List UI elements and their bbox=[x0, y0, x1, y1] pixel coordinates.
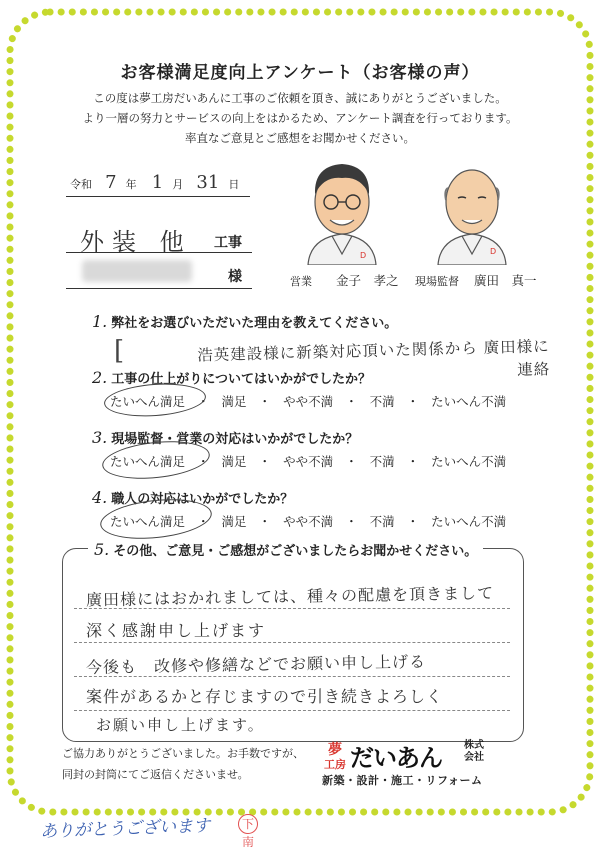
footer-thanks-line-2: 同封の封筒にてご返信くださいませ。 bbox=[62, 768, 249, 781]
q5-answer-line-4: 案件があるかと存じますので引き続きよろしく bbox=[86, 687, 444, 706]
construction-value: 外装 他 bbox=[80, 228, 192, 256]
footer-thanks-line-1: ご協力ありがとうございました。お手数ですが、 bbox=[62, 747, 304, 760]
date-month: 1 bbox=[151, 172, 164, 193]
supervisor-portrait bbox=[428, 150, 516, 265]
q3-option-very-unsatisfied: たいへん不満 bbox=[431, 454, 507, 469]
q5-answer-line-1: 廣田様にはおかれましては、種々の配慮を頂きまして bbox=[85, 583, 495, 610]
q3-options: たいへん満足 ・ 満足 ・ やや不満 ・ 不満 ・ たいへん不満 bbox=[110, 454, 507, 469]
date-day-label: 日 bbox=[228, 178, 240, 191]
question-4-number: 4. bbox=[92, 488, 108, 507]
intro-line-2: より一層の努力とサービスの向上をはかるため、アンケート調査を行っております。 bbox=[82, 111, 518, 125]
q5-rule-2 bbox=[74, 642, 510, 643]
svg-text:D: D bbox=[490, 247, 497, 256]
date-row bbox=[70, 172, 250, 193]
company-logo bbox=[322, 740, 522, 792]
logo-corp-2: 会社 bbox=[464, 752, 484, 763]
question-2 bbox=[92, 368, 371, 387]
logo-small-2: 工房 bbox=[324, 758, 346, 771]
signoff-handwritten: ありがとうございます bbox=[39, 816, 211, 842]
construction-label: 工事 bbox=[214, 235, 242, 251]
q2-options: たいへん満足 ・ 満足 ・ やや不満 ・ 不満 ・ たいへん不満 bbox=[110, 394, 507, 409]
question-5-number: 5. bbox=[94, 540, 110, 559]
sales-portrait bbox=[298, 150, 386, 265]
q3-option-unsatisfied: 不満 bbox=[369, 454, 395, 469]
question-1-text: 弊社をお選びいただいた理由を教えてください。 bbox=[111, 316, 398, 331]
svg-text:D: D bbox=[360, 251, 367, 260]
q5-answer-line-3: 今後も 改修や修繕などでお願い申し上げる bbox=[85, 652, 427, 677]
q4-option-satisfied: 満足 bbox=[221, 514, 247, 529]
date-underline bbox=[66, 196, 250, 197]
q5-box bbox=[62, 548, 524, 742]
q2-option-very-unsatisfied: たいへん不満 bbox=[431, 394, 507, 409]
q4-options: たいへん満足 ・ 満足 ・ やや不満 ・ 不満 ・ たいへん不満 bbox=[110, 514, 507, 529]
logo-small-1: 夢 bbox=[328, 742, 342, 758]
q5-answer-line-5: お願い申し上げます。 bbox=[96, 716, 265, 734]
question-3 bbox=[92, 428, 358, 447]
logo-main: だいあん bbox=[350, 744, 442, 772]
question-3-text: 現場監督・営業の対応はいかがでしたか？ bbox=[111, 432, 359, 447]
date-month-label: 月 bbox=[172, 178, 184, 191]
page-title: お客様満足度向上アンケート（お客様の声） bbox=[120, 63, 480, 83]
q2-option-satisfied: 満足 bbox=[221, 394, 247, 409]
q2-option-unsatisfied: 不満 bbox=[369, 394, 395, 409]
answer-1-handwritten: 浩英建設様に新築対応頂いた関係から 廣田様に連絡 bbox=[197, 337, 551, 380]
customer-underline bbox=[66, 288, 252, 289]
intro-line-3: 率直なご意見とご感想をお聞かせください。 bbox=[185, 131, 415, 145]
logo-tagline: 新築・設計・施工・リフォーム bbox=[322, 774, 483, 787]
question-2-number: 2. bbox=[92, 368, 108, 387]
supervisor-role: 現場監督 bbox=[415, 275, 459, 288]
signoff-stamp: 下南 bbox=[238, 814, 258, 834]
customer-name-blurred bbox=[82, 260, 192, 282]
q4-option-somewhat-unsatisfied: やや不満 bbox=[283, 514, 334, 529]
q2-option-very-satisfied: たいへん満足 bbox=[110, 394, 186, 409]
date-year: 7 bbox=[105, 172, 117, 193]
logo-corp-1: 株式 bbox=[464, 740, 484, 751]
q4-option-unsatisfied: 不満 bbox=[369, 514, 395, 529]
q4-option-very-unsatisfied: たいへん不満 bbox=[431, 514, 507, 529]
question-3-number: 3. bbox=[92, 428, 108, 447]
question-1 bbox=[92, 312, 397, 331]
sales-name: 金子 孝之 bbox=[336, 273, 399, 288]
date-year-label: 年 bbox=[125, 178, 137, 191]
sales-role: 営業 bbox=[290, 275, 312, 288]
q2-option-somewhat-unsatisfied: やや不満 bbox=[283, 394, 334, 409]
q5-answer-line-2: 深く感謝申し上げます bbox=[86, 621, 267, 640]
supervisor-name: 廣田 真一 bbox=[474, 273, 537, 288]
date-day: 31 bbox=[196, 172, 220, 193]
q3-option-very-satisfied: たいへん満足 bbox=[110, 454, 186, 469]
q4-option-very-satisfied: たいへん満足 bbox=[110, 514, 186, 529]
answer-1-bracket: [ bbox=[114, 336, 125, 366]
construction-underline bbox=[66, 252, 252, 253]
question-4-text: 職人の対応はいかがでしたか？ bbox=[111, 492, 294, 507]
question-5 bbox=[88, 540, 483, 559]
question-2-text: 工事の仕上がりについてはいかがでしたか？ bbox=[111, 372, 372, 387]
question-1-number: 1. bbox=[92, 312, 108, 331]
q3-option-somewhat-unsatisfied: やや不満 bbox=[283, 454, 334, 469]
date-era: 令和 bbox=[70, 178, 92, 191]
intro-line-1: この度は夢工房だいあんに工事のご依頼を頂き、誠にありがとうございました。 bbox=[93, 91, 507, 105]
customer-suffix: 様 bbox=[228, 269, 242, 285]
question-5-text: その他、ご意見・ご感想がございましたらお聞かせください。 bbox=[113, 544, 478, 559]
q5-rule-4 bbox=[74, 710, 510, 711]
q3-option-satisfied: 満足 bbox=[221, 454, 247, 469]
